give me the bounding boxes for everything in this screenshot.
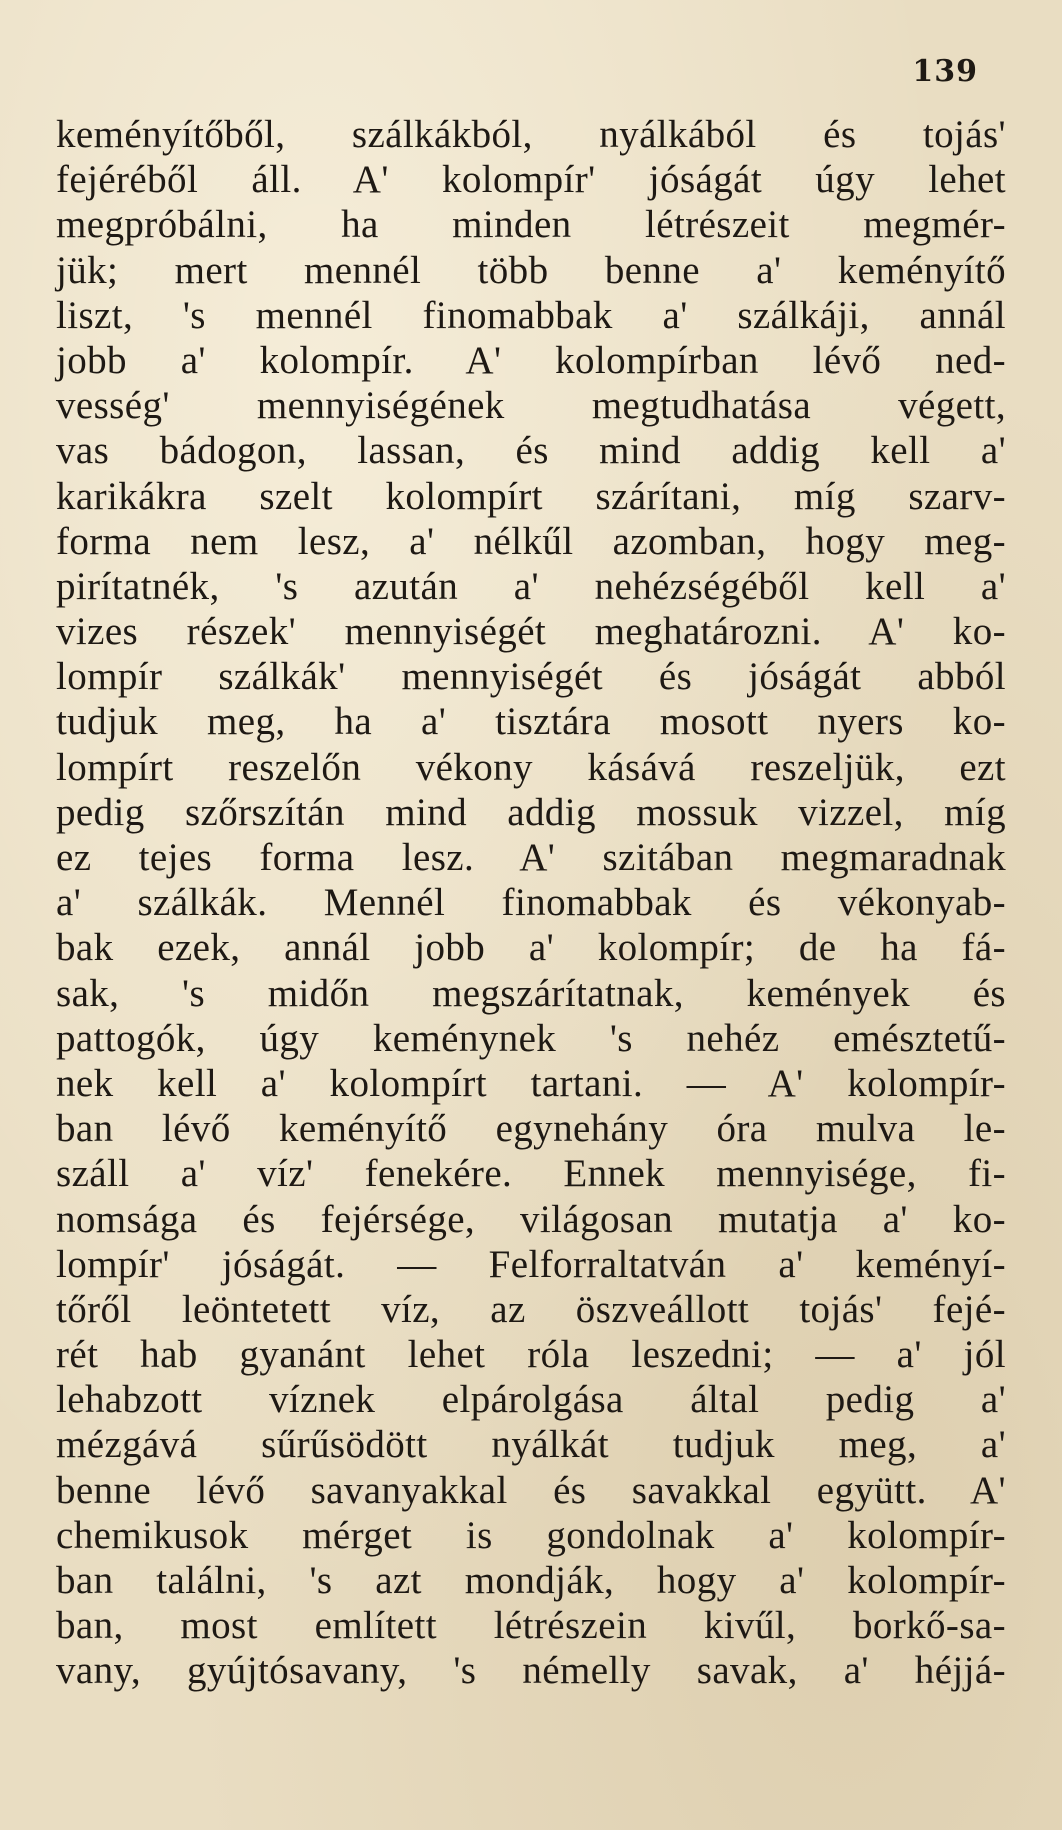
- text-line: száll a' víz' fenekére. Ennek mennyisége, fi-: [56, 1152, 1006, 1196]
- text-line: pedig szőrszítán mind addig mossuk vizzel, míg: [56, 790, 1006, 834]
- text-line: jobb a' kolompír. A' kolompírban lévő ned-: [56, 338, 1006, 382]
- text-line: mézgává sűrűsödött nyálkát tudjuk meg, a': [56, 1423, 1006, 1467]
- text-line: pirítatnék, 's azután a' nehézségéből kell a': [56, 564, 1006, 608]
- text-line: vany, gyújtósavany, 's némelly savak, a' héjjá-: [56, 1649, 1006, 1693]
- text-line: bak ezek, annál jobb a' kolompír; de ha fá-: [56, 926, 1006, 970]
- text-line: tőről leöntetett víz, az öszveállott tojás' fejé-: [56, 1287, 1006, 1331]
- text-line: ban lévő keményítő egynehány óra mulva le-: [56, 1107, 1006, 1151]
- text-line: sak, 's midőn megszárítatnak, kemények és: [56, 971, 1006, 1015]
- text-line: karikákra szelt kolompírt szárítani, míg szarv-: [56, 474, 1006, 518]
- text-line: liszt, 's mennél finomabbak a' szálkáji, annál: [56, 293, 1006, 337]
- body-text: [56, 112, 1006, 1694]
- text-line: vizes részek' mennyiségét meghatározni. A' ko-: [56, 610, 1006, 654]
- text-line: keményítőből, szálkákból, nyálkából és tojás': [56, 113, 1006, 156]
- text-line: tudjuk meg, ha a' tisztára mosott nyers ko-: [56, 700, 1006, 744]
- text-line: lompír szálkák' mennyiségét és jóságát abból: [56, 655, 1006, 699]
- text-line: nek kell a' kolompírt tartani. — A' kolompír-: [56, 1061, 1006, 1105]
- text-line: lompírt reszelőn vékony kásává reszeljük, ezt: [56, 745, 1006, 789]
- text-line: rét hab gyanánt lehet róla leszedni; — a' jól: [56, 1333, 1006, 1377]
- text-line: benne lévő savanyakkal és savakkal együtt. A': [56, 1468, 1006, 1512]
- text-line: nomsága és fejérsége, világosan mutatja a' ko-: [56, 1197, 1006, 1241]
- text-line: jük; mert mennél több benne a' keményítő: [56, 248, 1006, 292]
- text-line: ban, most említett létrészein kivűl, borkő-sa-: [56, 1604, 1006, 1648]
- text-line: vesség' mennyiségének megtudhatása végett,: [56, 384, 1006, 428]
- text-line: ban találni, 's azt mondják, hogy a' kolompír-: [56, 1559, 1006, 1602]
- text-line: forma nem lesz, a' nélkűl azomban, hogy meg-: [56, 519, 1006, 563]
- text-line: megpróbálni, ha minden létrészeit megmér-: [56, 203, 1006, 247]
- text-line: lehabzott víznek elpárolgása által pedig a': [56, 1378, 1006, 1422]
- text-line: chemikusok mérget is gondolnak a' kolompír-: [56, 1513, 1006, 1557]
- text-line: ez tejes forma lesz. A' szitában megmaradnak: [56, 836, 1006, 879]
- text-line: fejéréből áll. A' kolompír' jóságát úgy lehet: [56, 158, 1006, 202]
- page-number: 139: [912, 54, 978, 89]
- text-line: lompír' jóságát. — Felforraltatván a' keményí-: [56, 1242, 1006, 1286]
- text-line: pattogók, úgy keménynek 's nehéz emésztetű-: [56, 1016, 1006, 1060]
- text-line: a' szálkák. Mennél finomabbak és vékonyab-: [56, 881, 1006, 925]
- text-line: vas bádogon, lassan, és mind addig kell a': [56, 429, 1006, 473]
